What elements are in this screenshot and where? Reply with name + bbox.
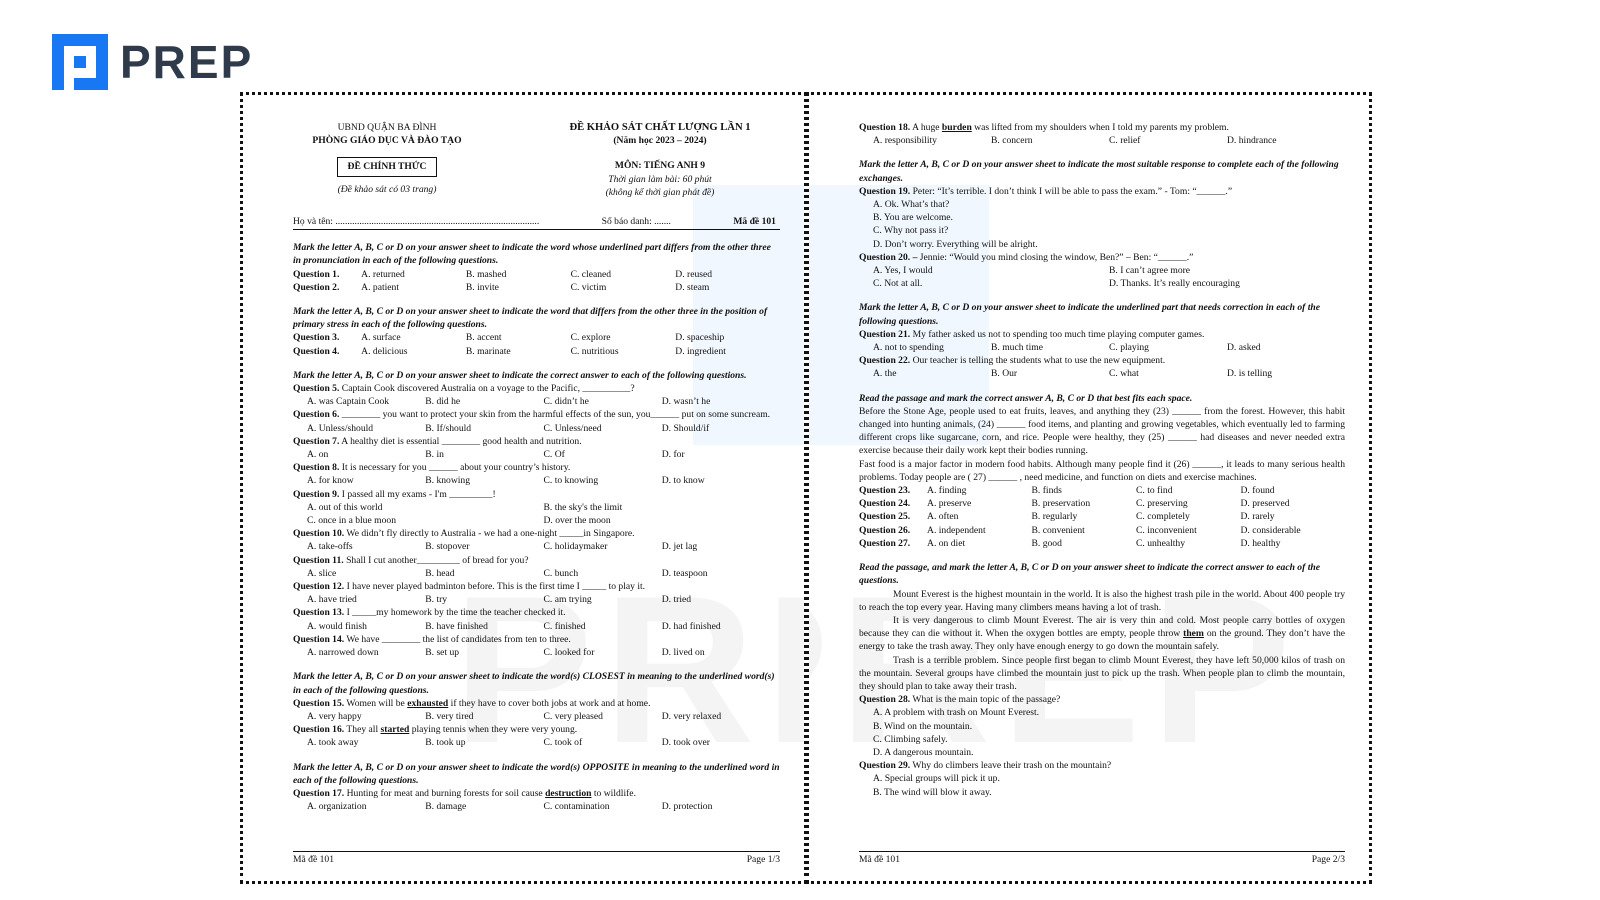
question-14-options: A. narrowed down B. set up C. looked for D. lived on: [307, 647, 705, 659]
department-line-2: PHÒNG GIÁO DỤC VÀ ĐÀO TẠO: [312, 135, 462, 147]
pages-note: (Đề khảo sát có 03 trang): [337, 183, 437, 195]
question-21-options: A. not to spending B. much time C. playing D. asked: [873, 342, 1261, 354]
question-12: Question 12. I have never played badminton before. This is the first time I _____ to play it.: [293, 581, 646, 593]
question-29-option-a: A. Special groups will pick it up.: [873, 773, 1000, 785]
footer-page: Page 1/3: [746, 854, 780, 865]
question-row: [293, 281, 780, 294]
option-c: C. cleaned: [570, 268, 612, 280]
question-16-options: A. took away B. took up C. took of D. took over: [307, 737, 710, 749]
section-5-instruction: Mark the letter A, B, C or D on your answer sheet to indicate the word(s) OPPOSITE in meaning to the underlined word in each of the following questions.: [293, 761, 780, 786]
section-7-instruction: Mark the letter A, B, C or D on your answer sheet to indicate the underlined part that needs correction in each of the following questions.: [859, 302, 1320, 327]
section-2-instruction: Mark the letter A, B, C or D on your answer sheet to indicate the word that differs from the other three in the position of primary stress in each of the following questions.: [293, 306, 768, 331]
option-d: D. reused: [675, 268, 713, 280]
option-b: B. marinate: [465, 345, 511, 357]
question-7: Question 7. A healthy diet is essential ________ good health and nutrition.: [293, 435, 582, 447]
passage-1-paragraph-1: Before the Stone Age, people used to eat fruits, leaves, and anything they (23) ______ from the forest. However, this habit changed into hunting animals, (24) ______ food items, and planting and growing vegetables, which eventually led to farming different crops like sugarcane, corn, and rice. People were healthy, they (25) ______ had diseases and never needed extra exercise because their daily work kept their bodies running.: [859, 405, 1345, 457]
passage-2-paragraph-3: Trash is a terrible problem. Since people first began to climb Mount Everest, they have left 50,000 kilos of trash on the mountain. Several groups have climbed the mountain just to pick up the trash. When people plan to climb the mountain, they should plan to take away their trash.: [859, 654, 1345, 692]
question-label: Question 2.: [293, 281, 340, 293]
exam-header: [293, 121, 780, 217]
question-row: [293, 268, 780, 281]
question-label: Question 4.: [293, 345, 340, 357]
question-22: Question 22. Our teacher is telling the students what to use the new equipment.: [859, 355, 1166, 367]
footer-code: Mã đề 101: [859, 854, 901, 865]
passage-1-paragraph-2: Fast food is a major factor in modern food habits. Although many people find it (26) ______, it leads to many serious health problems. Today people are ( 27) ______ , need medicine, and function on diets and exercise machines.: [859, 458, 1345, 483]
footer-code: Mã đề 101: [293, 854, 335, 865]
option-d: D. ingredient: [675, 345, 726, 357]
question-28: Question 28. What is the main topic of the passage?: [859, 694, 1061, 706]
question-6: Question 6. ________ you want to protect your skin from the harmful effects of the sun, you______ put on some suncream.: [293, 409, 771, 421]
question-18: Question 18. A huge burden was lifted from my shoulders when I told my parents my problem.: [859, 122, 1229, 133]
exam-page-1: [240, 92, 807, 884]
question-29: Question 29. Why do climbers leave their trash on the mountain?: [859, 760, 1112, 772]
question-19-option-c: C. Why not pass it?: [873, 225, 949, 237]
question-21: Question 21. My father asked us not to spending too much time playing computer games.: [859, 328, 1205, 340]
option-b: B. invite: [465, 281, 499, 293]
question-28-option-b: B. Wind on the mountain.: [873, 720, 973, 732]
question-15-options: A. very happy B. very tired C. very pleased D. very relaxed: [307, 710, 722, 722]
section-3-instruction: Mark the letter A, B, C or D on your answer sheet to indicate the correct answer to each of the following questions.: [293, 369, 747, 381]
question-6-options: A. Unless/should B. If/should C. Unless/need D. Should/if: [307, 422, 710, 434]
passage-2-paragraph-1: Mount Everest is the highest mountain in the world. It is also the highest trash pile in the world. About 400 people try to reach the top every year. Having many climbers means having a lot of trash.: [859, 588, 1345, 613]
question-9-options-ab: A. out of this world B. the sky's the limit: [307, 501, 623, 513]
exam-title: ĐỀ KHẢO SÁT CHẤT LƯỢNG LẦN 1: [569, 122, 751, 133]
question-18-options: A. responsibility B. concern C. relief D. hindrance: [873, 135, 1277, 147]
question-13: Question 13. I _____my homework by the time the teacher checked it.: [293, 607, 566, 619]
exam-code: Mã đề 101: [733, 216, 776, 227]
question-20-options-ab: A. Yes, I would B. I can’t agree more: [873, 265, 1191, 277]
footer-page: Page 2/3: [1311, 854, 1345, 865]
question-10: Question 10. We didn’t fly directly to Australia - we had a one-night _____in Singapore.: [293, 528, 635, 540]
option-a: A. delicious: [361, 345, 408, 357]
official-box: ĐỀ CHÍNH THỨC: [337, 157, 438, 176]
question-label: Question 3.: [293, 332, 340, 344]
prep-logo-icon: [52, 34, 108, 90]
option-b: B. accent: [465, 332, 502, 344]
question-5-options: A. was Captain Cook B. did he C. didn’t he D. wasn’t he: [307, 396, 711, 408]
question-11-options: A. slice B. head C. bunch D. teaspoon: [307, 567, 708, 579]
question-28-option-c: C. Climbing safely.: [873, 733, 948, 745]
question-5: Question 5. Captain Cook discovered Australia on a voyage to the Pacific, __________?: [293, 383, 635, 395]
option-d: D. spaceship: [675, 332, 725, 344]
question-24-row: Question 24. A. preserve B. preservation C. preserving D. preserved: [859, 498, 1290, 510]
name-label: Họ và tên: .....................................................................................: [293, 216, 540, 227]
question-row: [293, 331, 780, 344]
option-a: A. surface: [361, 332, 401, 344]
exam-time-note: (không kể thời gian phát đề): [605, 186, 715, 198]
section-4-instruction: Mark the letter A, B, C or D on your answer sheet to indicate the word(s) CLOSEST in meaning to the underlined word(s) in each of the following questions.: [293, 671, 775, 696]
question-19-option-d: D. Don’t worry. Everything will be alright.: [873, 238, 1038, 250]
question-12-options: A. have tried B. try C. am trying D. tried: [307, 594, 692, 606]
section-1-instruction: Mark the letter A, B, C or D on your answer sheet to indicate the word whose underlined part differs from the other three in pronunciation in each of the following questions.: [293, 242, 771, 267]
option-c: C. explore: [570, 332, 611, 344]
question-25-row: Question 25. A. often B. regularly C. completely D. rarely: [859, 511, 1275, 523]
exam-year: (Năm học 2023 – 2024): [613, 135, 707, 147]
question-28-option-d: D. A dangerous mountain.: [873, 746, 974, 758]
section-8-instruction: Read the passage and mark the correct answer A, B, C or D that best fits each space.: [859, 392, 1193, 404]
question-16: Question 16. They all started playing tennis when they were very young.: [293, 724, 578, 736]
question-27-row: Question 27. A. on diet B. good C. unhealthy D. healthy: [859, 537, 1281, 549]
passage-2-paragraph-2: It is very dangerous to climb Mount Everest. The air is very thin and cold. Most people carry bottles of oxygen because they can die without it. When the oxygen bottles are empty, people throw them on the ground. They don’t have the energy to take the trash away. They only have enough energy to go down the mountain safely.: [859, 614, 1345, 653]
question-8: Question 8. It is necessary for you ______ about your country’s history.: [293, 462, 571, 474]
prep-logo-text: PREP: [120, 36, 254, 88]
sbd-label: Số báo danh: .......: [601, 216, 671, 227]
question-23-row: Question 23. A. finding B. finds C. to find D. found: [859, 485, 1275, 497]
option-b: B. mashed: [465, 268, 507, 280]
question-11: Question 11. Shall I cut another_________ of bread for you?: [293, 554, 529, 566]
option-c: C. victim: [570, 281, 607, 293]
question-label: Question 1.: [293, 268, 340, 280]
question-10-options: A. take-offs B. stopover C. holidaymaker D. jet lag: [307, 541, 698, 553]
question-9: Question 9. I passed all my exams - I'm _________!: [293, 488, 496, 500]
question-29-option-b: B. The wind will blow it away.: [873, 786, 992, 798]
question-19-option-a: A. Ok. What’s that?: [873, 199, 950, 211]
question-14: Question 14. We have ________ the list of candidates from ten to three.: [293, 633, 571, 645]
prep-logo[interactable]: [52, 32, 253, 92]
question-17-options: A. organization B. damage C. contamination D. protection: [307, 801, 713, 813]
question-17: Question 17. Hunting for meat and burning forests for soil cause destruction to wildlife.: [293, 787, 636, 799]
page-2-footer: [859, 851, 1345, 865]
student-info-row: [293, 215, 780, 230]
option-a: A. patient: [361, 281, 400, 293]
question-19: Question 19. Peter: “It’s terrible. I don’t think I will be able to pass the exam.” - Tom: “______.”: [859, 185, 1233, 197]
question-13-options: A. would finish B. have finished C. finished D. had finished: [307, 620, 721, 632]
section-6-instruction: Mark the letter A, B, C or D on your answer sheet to indicate the most suitable response to complete each of the following exchanges.: [859, 159, 1339, 184]
question-20-options-cd: C. Not at all. D. Thanks. It’s really encouraging: [873, 278, 1240, 290]
question-22-options: A. the B. Our C. what D. is telling: [873, 368, 1273, 380]
exam-time: Thời gian làm bài: 60 phút: [608, 173, 712, 185]
question-7-options: A. on B. in C. Of D. for: [307, 449, 685, 461]
question-26-row: Question 26. A. independent B. convenient C. inconvenient D. considerable: [859, 524, 1301, 536]
question-15: Question 15. Women will be exhausted if they have to cover both jobs at work and at home.: [293, 697, 651, 709]
option-c: C. nutritious: [570, 345, 619, 357]
question-20: Question 20. – Jennie: “Would you mind closing the window, Ben?” – Ben: “______.”: [859, 251, 1194, 263]
question-19-option-b: B. You are welcome.: [873, 212, 953, 224]
question-row: [293, 345, 780, 358]
option-a: A. returned: [361, 268, 405, 280]
question-28-option-a: A. A problem with trash on Mount Everest.: [873, 707, 1040, 719]
question-8-options: A. for know B. knowing C. to knowing D. to know: [307, 475, 705, 487]
exam-page-2: [806, 92, 1372, 884]
option-d: D. steam: [675, 281, 710, 293]
exam-subject: MÔN: TIẾNG ANH 9: [614, 160, 706, 172]
page-1-footer: [293, 851, 780, 865]
department-line-1: UBND QUẬN BA ĐÌNH: [337, 122, 437, 133]
section-9-instruction: Read the passage, and mark the letter A, B, C or D on your answer sheet to indicate the correct answer to each of the questions.: [859, 562, 1320, 587]
question-9-options-cd: C. once in a blue moon D. over the moon: [307, 515, 611, 527]
